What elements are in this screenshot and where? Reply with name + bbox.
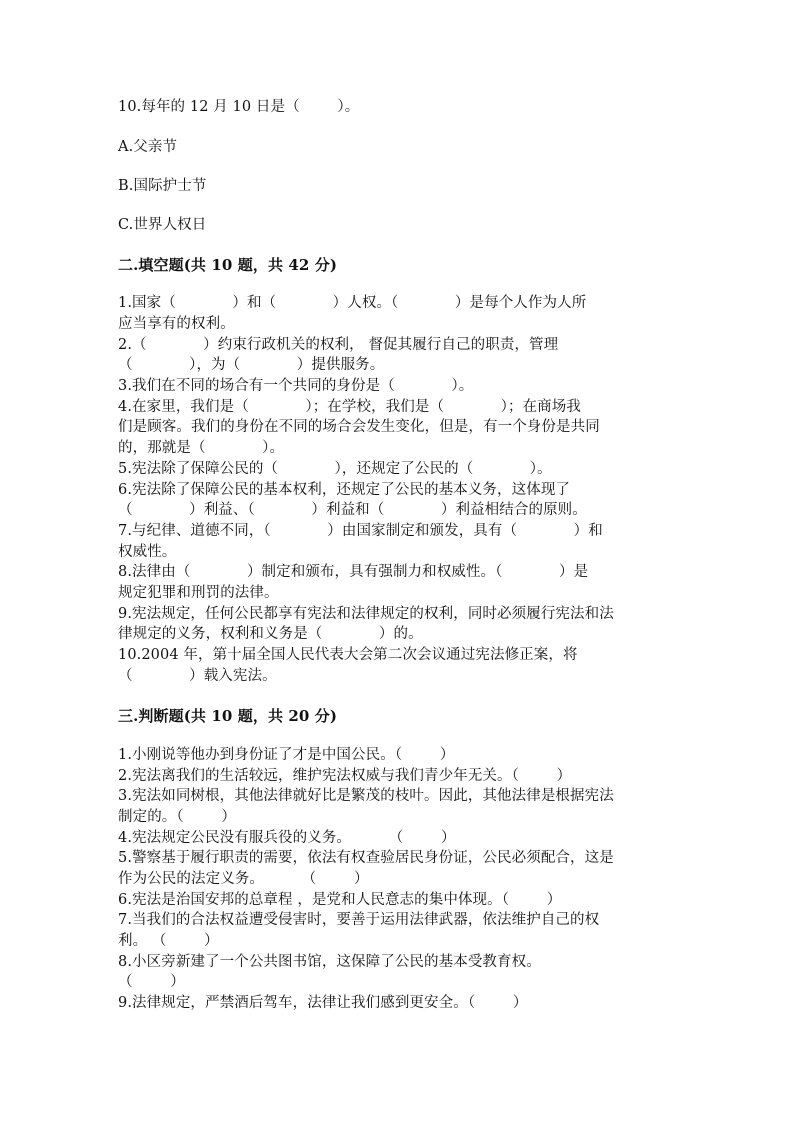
fill-line: 权威性。 bbox=[118, 544, 177, 560]
judge-line: 8.小区旁新建了一个公共图书馆，这保障了公民的基本受教育权。 bbox=[118, 954, 541, 970]
fill-line: （ ），为（ ）提供服务。 bbox=[118, 357, 385, 373]
fill-line: 4.在家里，我们是（ ）；在学校，我们是（ ）；在商场我 bbox=[118, 399, 581, 415]
fill-line: 5.宪法除了保障公民的（ ），还规定了公民的（ ）。 bbox=[118, 461, 552, 477]
fill-line: 3.我们在不同的场合有一个共同的身份是（ ）。 bbox=[118, 378, 474, 394]
fill-line: 应当享有的权利。 bbox=[118, 316, 235, 332]
judge-line: 作为公民的法定义务。 （ ） bbox=[118, 871, 369, 887]
fill-line: 律规定的义务，权利和义务是（ ）的。 bbox=[118, 626, 423, 642]
fill-line: （ ）载入宪法。 bbox=[118, 668, 277, 684]
fill-line: 7.与纪律、道德不同，（ ）由国家制定和颁发，具有（ ）和 bbox=[118, 523, 603, 539]
judge-line: 4.宪法规定公民没有服兵役的义务。 （ ） bbox=[118, 830, 456, 846]
judge-line: 9.法律规定，严禁酒后驾车，法律让我们感到更安全。（ ） bbox=[118, 995, 528, 1011]
q10-option-a: A.父亲节 bbox=[118, 139, 178, 155]
fill-line: 们是顾客。我们的身份在不同的场合会发生变化，但是，有一个身份是共同 bbox=[118, 419, 600, 435]
fill-line: 6.宪法除了保障公民的基本权利，还规定了公民的基本义务，这体现了 bbox=[118, 482, 571, 498]
fill-line: 规定犯罪和刑罚的法律。 bbox=[118, 585, 279, 601]
q10-option-c: C.世界人权日 bbox=[118, 217, 207, 233]
judge-line: 1.小刚说等他办到身份证了才是中国公民。（ ） bbox=[118, 747, 455, 763]
judge-line: 制定的。（ ） bbox=[118, 809, 237, 825]
judge-line: 7.当我们的合法权益遭受侵害时，要善于运用法律武器，依法维护自己的权 bbox=[118, 912, 600, 928]
judge-section-title: 三.判断题(共 10 题，共 20 分) bbox=[118, 707, 338, 725]
fill-line: （ ）利益、（ ）利益和（ ）利益相结合的原则。 bbox=[118, 502, 587, 518]
q10-option-b: B.国际护士节 bbox=[118, 178, 207, 194]
fill-line: 1.国家（ ）和（ ）人权。（ ）是每个人作为人所 bbox=[118, 295, 587, 311]
judge-line: 利。 （ ） bbox=[118, 933, 219, 949]
fill-line: 9.宪法规定，任何公民都享有宪法和法律规定的权利，同时必须履行宪法和法 bbox=[118, 606, 614, 622]
judge-line: 3.宪法如同树根，其他法律就好比是繁茂的枝叶。因此，其他法律是根据宪法 bbox=[118, 788, 614, 804]
fill-section-title: 二.填空题(共 10 题，共 42 分) bbox=[118, 256, 338, 274]
judge-line: 6.宪法是治国安邦的总章程 ，是党和人民意志的集中体现。（ ） bbox=[118, 892, 562, 908]
fill-line: 8.法律由（ ）制定和颁布，具有强制力和权威性。（ ）是 bbox=[118, 564, 589, 580]
fill-line: 的，那就是（ ）。 bbox=[118, 440, 285, 456]
judge-line: 5.警察基于履行职责的需要，依法有权查验居民身份证，公民必须配合，这是 bbox=[118, 850, 614, 866]
judge-line: 2.宪法离我们的生活较远，维护宪法权威与我们青少年无关。（ ） bbox=[118, 768, 572, 784]
judge-line: （ ） bbox=[118, 974, 185, 990]
fill-line: 10.2004 年，第十届全国人民代表大会第二次会议通过宪法修正案，将 bbox=[118, 647, 578, 663]
q10-stem: 10.每年的 12 月 10 日是（ ）。 bbox=[118, 99, 360, 115]
fill-line: 2.（ ）约束行政机关的权利， 督促其履行自己的职责，管理 bbox=[118, 337, 559, 353]
